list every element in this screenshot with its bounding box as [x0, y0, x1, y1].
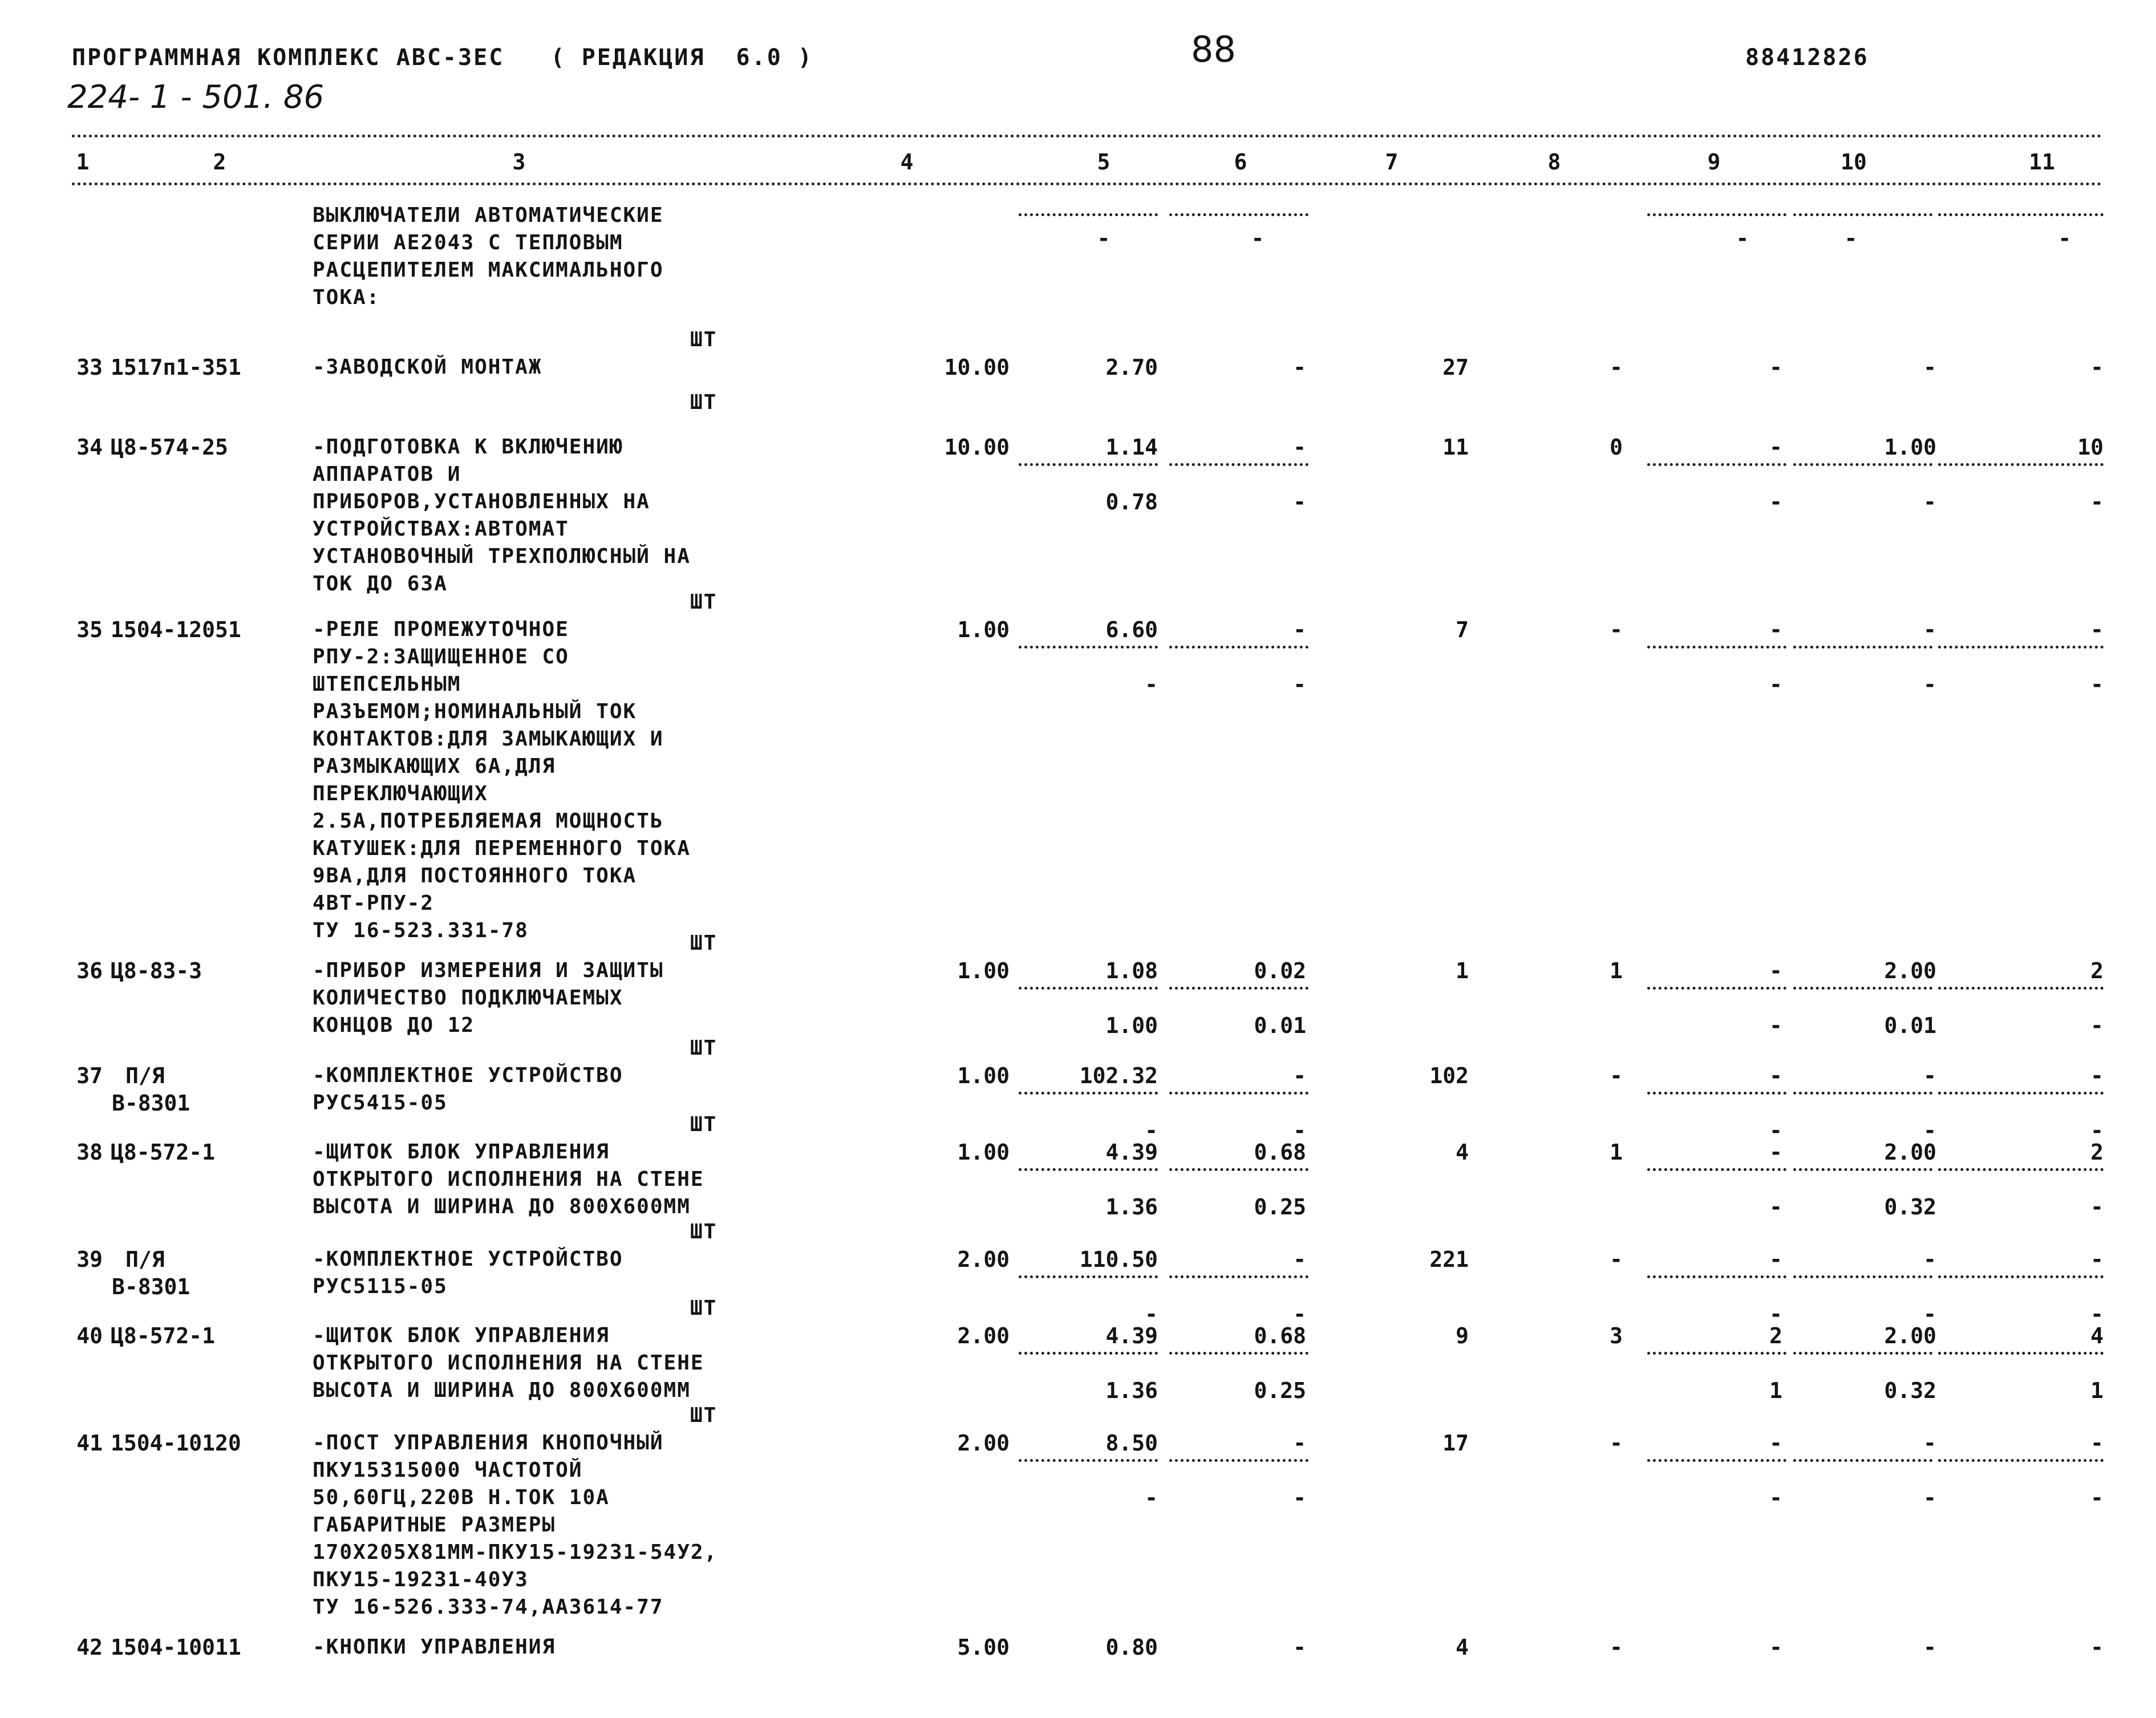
- col8: 1: [1610, 958, 1623, 983]
- col11-top: -: [2090, 1063, 2104, 1088]
- column-number: 1: [76, 149, 90, 175]
- col5-bottom: -: [1145, 1485, 1158, 1510]
- unit-label: ШТ: [690, 1296, 718, 1320]
- unit-label: ШТ: [690, 931, 718, 955]
- col8: -: [1610, 1431, 1623, 1456]
- col9-bottom: -: [1769, 489, 1782, 514]
- col10-top: -: [1923, 1063, 1936, 1088]
- unit-label: ШТ: [690, 1404, 718, 1427]
- description-line: ТУ 16-526.333-74,АА3614-77: [313, 1595, 664, 1619]
- col11-top: -: [2090, 1247, 2104, 1272]
- col9-bottom: -: [1769, 1013, 1782, 1038]
- description-line: РУС5115-05: [313, 1275, 448, 1298]
- resource-code: 1517п1-351: [111, 355, 241, 380]
- row-number: 38: [76, 1140, 103, 1165]
- cell-separator: [1169, 463, 1308, 466]
- col9-top: -: [1769, 355, 1782, 380]
- program-header: ПРОГРАММНАЯ КОМПЛЕКС АВС-ЗЕС ( РЕДАКЦИЯ 6.0 ): [72, 44, 813, 71]
- description-line: -ЩИТОК БЛОК УПРАВЛЕНИЯ: [313, 1140, 610, 1164]
- col9-top: -: [1769, 1635, 1782, 1660]
- col11-top: -: [2090, 1431, 2104, 1456]
- col6-top: -: [1293, 1063, 1306, 1088]
- col6-bottom: -: [1293, 1118, 1306, 1143]
- col9-bottom: 1: [1769, 1378, 1782, 1403]
- cell-separator: [1793, 463, 1932, 466]
- col9-bottom: -: [1769, 1302, 1782, 1327]
- quantity: 1.00: [957, 1063, 1010, 1088]
- col10-bottom: 0.01: [1884, 1013, 1936, 1038]
- description-line: 9ВА,ДЛЯ ПОСТОЯННОГО ТОКА: [313, 864, 637, 888]
- col9-top: -: [1769, 617, 1782, 642]
- row-number: 37: [76, 1063, 103, 1088]
- resource-code: Ц8-83-3: [111, 958, 202, 983]
- cell-separator: [1938, 463, 2104, 466]
- col9-top: 2: [1769, 1323, 1782, 1348]
- unit-label: ШТ: [690, 328, 718, 351]
- cell-separator: [1793, 987, 1932, 990]
- col8: -: [1610, 355, 1623, 380]
- cell-separator: [1938, 646, 2104, 649]
- description-line: ОТКРЫТОГО ИСПОЛНЕНИЯ НА СТЕНЕ: [313, 1351, 704, 1375]
- description-line: -РЕЛЕ ПРОМЕЖУТОЧНОЕ: [313, 618, 569, 641]
- cell-separator: [1169, 1092, 1308, 1095]
- col6-top: -: [1293, 617, 1306, 642]
- description-line: -ПОСТ УПРАВЛЕНИЯ КНОПОЧНЫЙ: [313, 1431, 664, 1454]
- col6-top: 0.02: [1254, 958, 1306, 983]
- cell-separator: [1019, 1352, 1158, 1355]
- cell-separator: [1019, 1275, 1158, 1278]
- description-line: ГАБАРИТНЫЕ РАЗМЕРЫ: [313, 1513, 556, 1537]
- col5-bottom: 1.00: [1105, 1013, 1158, 1038]
- col10-bottom: 0.32: [1884, 1194, 1936, 1219]
- description-line: 170Х205Х81ММ-ПКУ15-19231-54У2,: [313, 1541, 718, 1564]
- col7: 4: [1456, 1635, 1469, 1660]
- col5-bottom: 1.36: [1105, 1194, 1158, 1219]
- description-line: КАТУШЕК:ДЛЯ ПЕРЕМЕННОГО ТОКА: [313, 837, 691, 860]
- col6-bottom: -: [1293, 1302, 1306, 1327]
- cell-separator: [1169, 987, 1308, 990]
- col5-top: 102.32: [1079, 1063, 1158, 1088]
- col11-bottom: -: [2090, 1118, 2104, 1143]
- col6-bottom: 0.25: [1254, 1194, 1306, 1219]
- col11-bottom: 1: [2090, 1378, 2104, 1403]
- col8: -: [1610, 1063, 1623, 1088]
- col5-top: 0.80: [1105, 1635, 1158, 1660]
- document-code: 88412826: [1745, 44, 1869, 71]
- resource-code: Ц8-574-25: [111, 435, 228, 460]
- col9-top: -: [1769, 1063, 1782, 1088]
- col6-top: -: [1293, 1431, 1306, 1456]
- row-number: 36: [76, 958, 103, 983]
- column-number: 7: [1385, 149, 1399, 175]
- description-line: -ПРИБОР ИЗМЕРЕНИЯ И ЗАЩИТЫ: [313, 959, 664, 982]
- column-number: 9: [1707, 149, 1721, 175]
- row-number: 35: [76, 617, 103, 642]
- cell-value: -: [1251, 226, 1265, 251]
- quantity: 1.00: [957, 1140, 1010, 1165]
- description-line: ТУ 16-523.331-78: [313, 919, 529, 942]
- quantity: 5.00: [957, 1635, 1010, 1660]
- col5-top: 4.39: [1105, 1323, 1158, 1348]
- description-line: УСТАНОВОЧНЫЙ ТРЕХПОЛЮСНЫЙ НА: [313, 545, 691, 568]
- col10-bottom: -: [1923, 1302, 1936, 1327]
- quantity: 10.00: [944, 435, 1010, 460]
- description-line: ОТКРЫТОГО ИСПОЛНЕНИЯ НА СТЕНЕ: [313, 1168, 704, 1191]
- col10-bottom: -: [1923, 672, 1936, 697]
- col10-bottom: -: [1923, 489, 1936, 514]
- col7: 102: [1429, 1063, 1469, 1088]
- col5-top: 8.50: [1105, 1431, 1158, 1456]
- cell-value: -: [2058, 226, 2072, 251]
- col10-top: -: [1923, 1635, 1936, 1660]
- col7: 7: [1456, 617, 1469, 642]
- cell-separator: [1169, 1275, 1308, 1278]
- cell-separator: [1647, 463, 1786, 466]
- row-number: 42: [76, 1635, 103, 1660]
- description-line: 4ВТ-РПУ-2: [313, 892, 435, 915]
- col7: 27: [1442, 355, 1469, 380]
- col10-top: -: [1923, 617, 1936, 642]
- col5-bottom: -: [1145, 1118, 1158, 1143]
- col5-bottom: -: [1145, 672, 1158, 697]
- description-line: 2.5А,ПОТРЕБЛЯЕМАЯ МОЩНОСТЬ: [313, 809, 664, 833]
- cell-separator: [1793, 1168, 1932, 1171]
- cell-separator: [1647, 1092, 1786, 1095]
- cell-value: -: [1736, 226, 1749, 251]
- col9-top: -: [1769, 958, 1782, 983]
- row-number: 34: [76, 435, 103, 460]
- cell-separator: [1793, 1352, 1932, 1355]
- description-line: УСТРОЙСТВАХ:АВТОМАТ: [313, 517, 569, 541]
- col8: -: [1610, 1247, 1623, 1272]
- description-line: РАЗМЫКАЮЩИХ 6А,ДЛЯ: [313, 755, 556, 778]
- col6-bottom: -: [1293, 1485, 1306, 1510]
- cell-separator: [1019, 646, 1158, 649]
- description-line: АППАРАТОВ И: [313, 463, 461, 486]
- col5-top: 110.50: [1079, 1247, 1158, 1272]
- resource-code: 1504-10120: [111, 1431, 241, 1456]
- cell-separator: [1938, 1459, 2104, 1462]
- column-number: 3: [512, 149, 526, 175]
- quantity: 10.00: [944, 355, 1010, 380]
- handwritten-code: 224- 1 - 501. 86: [67, 79, 325, 116]
- col10-top: 2.00: [1884, 958, 1936, 983]
- intro-line: ТОКА:: [313, 286, 380, 309]
- col8: 1: [1610, 1140, 1623, 1165]
- col10-top: 1.00: [1884, 435, 1936, 460]
- unit-label: ШТ: [690, 1220, 718, 1243]
- column-number: 6: [1234, 149, 1247, 175]
- description-line: РУС5415-05: [313, 1091, 448, 1115]
- cell-separator: [1938, 1168, 2104, 1171]
- cell-separator: [1938, 987, 2104, 990]
- resource-code: Ц8-572-1: [111, 1323, 216, 1348]
- cell-separator: [1793, 1275, 1932, 1278]
- col5-top: 2.70: [1105, 355, 1158, 380]
- cell-value: -: [1097, 226, 1111, 251]
- description-line: РПУ-2:ЗАЩИЩЕННОЕ СО: [313, 645, 569, 668]
- quantity: 2.00: [957, 1323, 1010, 1348]
- quantity: 2.00: [957, 1247, 1010, 1272]
- description-line: ПКУ15-19231-40У3: [313, 1568, 529, 1591]
- col7: 9: [1456, 1323, 1469, 1348]
- col11-top: 4: [2090, 1323, 2104, 1348]
- cell-separator: [1938, 1092, 2104, 1095]
- description-line: КОЛИЧЕСТВО ПОДКЛЮЧАЕМЫХ: [313, 986, 623, 1010]
- col6-bottom: 0.01: [1254, 1013, 1306, 1038]
- row-number: 41: [76, 1431, 103, 1456]
- description-line: -ПОДГОТОВКА К ВКЛЮЧЕНИЮ: [313, 435, 623, 459]
- col8: -: [1610, 1635, 1623, 1660]
- unit-label: ШТ: [690, 391, 718, 414]
- cell-separator: [1938, 1352, 2104, 1355]
- cell-separator: [1019, 1168, 1158, 1171]
- col11-top: 10: [2077, 435, 2104, 460]
- col9-bottom: -: [1769, 1118, 1782, 1143]
- description-line: -КНОПКИ УПРАВЛЕНИЯ: [313, 1635, 556, 1659]
- col6-top: 0.68: [1254, 1140, 1306, 1165]
- col10-bottom: -: [1923, 1485, 1936, 1510]
- intro-line: СЕРИИ АЕ2043 С ТЕПЛОВЫМ: [313, 231, 623, 254]
- row-number: 40: [76, 1323, 103, 1348]
- resource-code: 1504-10011: [111, 1635, 241, 1660]
- page-number: 88: [1191, 29, 1236, 70]
- col11-bottom: -: [2090, 1194, 2104, 1219]
- quantity: 1.00: [957, 617, 1010, 642]
- column-number: 4: [900, 149, 914, 175]
- cell-separator: [1647, 1352, 1786, 1355]
- resource-code: В-8301: [112, 1091, 191, 1116]
- resource-code: В-8301: [112, 1274, 191, 1299]
- col11-top: -: [2090, 1635, 2104, 1660]
- col5-bottom: 1.36: [1105, 1378, 1158, 1403]
- resource-code: 1504-12051: [111, 617, 241, 642]
- col5-top: 4.39: [1105, 1140, 1158, 1165]
- col11-top: 2: [2090, 1140, 2104, 1165]
- description-line: ВЫСОТА И ШИРИНА ДО 800Х600ММ: [313, 1195, 691, 1218]
- description-line: ВЫСОТА И ШИРИНА ДО 800Х600ММ: [313, 1379, 691, 1402]
- col9-top: -: [1769, 1247, 1782, 1272]
- column-number: 11: [2029, 149, 2055, 175]
- col10-bottom: 0.32: [1884, 1378, 1936, 1403]
- col9-bottom: -: [1769, 1194, 1782, 1219]
- col6-bottom: -: [1293, 489, 1306, 514]
- col10-top: -: [1923, 1431, 1936, 1456]
- cell-separator: [1169, 1352, 1308, 1355]
- description-line: ПРИБОРОВ,УСТАНОВЛЕННЫХ НА: [313, 490, 650, 513]
- cell-separator: [1169, 1168, 1308, 1171]
- col5-bottom: 0.78: [1105, 489, 1158, 514]
- col6-top: -: [1293, 355, 1306, 380]
- description-line: ШТЕПСЕЛЬНЫМ: [313, 672, 461, 696]
- col7: 1: [1456, 958, 1469, 983]
- col10-top: 2.00: [1884, 1323, 1936, 1348]
- cell-separator: [1169, 1459, 1308, 1462]
- col7: 4: [1456, 1140, 1469, 1165]
- col7: 11: [1442, 435, 1469, 460]
- col5-bottom: -: [1145, 1302, 1158, 1327]
- col11-bottom: -: [2090, 1013, 2104, 1038]
- cell-separator: [1793, 646, 1932, 649]
- col11-bottom: -: [2090, 1302, 2104, 1327]
- cell-separator: [1938, 1275, 2104, 1278]
- col6-top: 0.68: [1254, 1323, 1306, 1348]
- description-line: ПЕРЕКЛЮЧАЮЩИХ: [313, 782, 488, 805]
- col9-bottom: -: [1769, 1485, 1782, 1510]
- unit-label: ШТ: [690, 590, 718, 614]
- col9-bottom: -: [1769, 672, 1782, 697]
- col11-top: -: [2090, 617, 2104, 642]
- col8: 0: [1610, 435, 1623, 460]
- col10-bottom: -: [1923, 1118, 1936, 1143]
- description-line: -ЩИТОК БЛОК УПРАВЛЕНИЯ: [313, 1324, 610, 1347]
- description-line: ТОК ДО 63А: [313, 572, 448, 595]
- col5-top: 1.08: [1105, 958, 1158, 983]
- cell-separator: [1647, 987, 1786, 990]
- description-line: ПКУ15315000 ЧАСТОТОЙ: [313, 1458, 583, 1482]
- col10-top: -: [1923, 1247, 1936, 1272]
- column-number: 2: [213, 149, 226, 175]
- col10-top: -: [1923, 355, 1936, 380]
- description-line: РАЗЪЕМОМ;НОМИНАЛЬНЫЙ ТОК: [313, 700, 637, 723]
- col7: 221: [1429, 1247, 1469, 1272]
- column-number: 5: [1097, 149, 1111, 175]
- cell-separator: [1647, 1275, 1786, 1278]
- col9-top: -: [1769, 435, 1782, 460]
- resource-code: Ц8-572-1: [111, 1140, 216, 1165]
- row-number: 39: [76, 1247, 103, 1272]
- description-line: -КОМПЛЕКТНОЕ УСТРОЙСТВО: [313, 1064, 623, 1087]
- cell-separator: [1647, 1168, 1786, 1171]
- cell-separator: [1647, 646, 1786, 649]
- column-number: 8: [1547, 149, 1561, 175]
- cell-separator: [1019, 987, 1158, 990]
- cell-separator: [1793, 1092, 1932, 1095]
- col10-top: 2.00: [1884, 1140, 1936, 1165]
- quantity: 2.00: [957, 1431, 1010, 1456]
- col6-bottom: -: [1293, 672, 1306, 697]
- col11-top: -: [2090, 355, 2104, 380]
- unit-label: ШТ: [690, 1113, 718, 1136]
- description-line: -ЗАВОДСКОЙ МОНТАЖ: [313, 355, 542, 379]
- intro-line: РАСЦЕПИТЕЛЕМ МАКСИМАЛЬНОГО: [313, 258, 664, 282]
- row-number: 33: [76, 355, 103, 380]
- col6-top: -: [1293, 1635, 1306, 1660]
- col11-bottom: -: [2090, 672, 2104, 697]
- col6-bottom: 0.25: [1254, 1378, 1306, 1403]
- col8: -: [1610, 617, 1623, 642]
- col7: 17: [1442, 1431, 1469, 1456]
- col11-top: 2: [2090, 958, 2104, 983]
- description-line: 50,60ГЦ,220В Н.ТОК 10А: [313, 1486, 610, 1509]
- col5-top: 6.60: [1105, 617, 1158, 642]
- col8: 3: [1610, 1323, 1623, 1348]
- resource-code: П/Я: [125, 1063, 165, 1088]
- col6-top: -: [1293, 435, 1306, 460]
- col6-top: -: [1293, 1247, 1306, 1272]
- intro-line: ВЫКЛЮЧАТЕЛИ АВТОМАТИЧЕСКИЕ: [313, 204, 664, 227]
- column-number: 10: [1841, 149, 1867, 175]
- description-line: КОНТАКТОВ:ДЛЯ ЗАМЫКАЮЩИХ И: [313, 727, 664, 751]
- col11-bottom: -: [2090, 1485, 2104, 1510]
- description-line: -КОМПЛЕКТНОЕ УСТРОЙСТВО: [313, 1247, 623, 1271]
- cell-separator: [1019, 1092, 1158, 1095]
- description-line: КОНЦОВ ДО 12: [313, 1014, 475, 1037]
- col9-top: -: [1769, 1431, 1782, 1456]
- col11-bottom: -: [2090, 489, 2104, 514]
- cell-separator: [1019, 1459, 1158, 1462]
- resource-code: П/Я: [125, 1247, 165, 1272]
- unit-label: ШТ: [690, 1036, 718, 1060]
- cell-separator: [1169, 646, 1308, 649]
- cell-separator: [1647, 1459, 1786, 1462]
- quantity: 1.00: [957, 958, 1010, 983]
- col5-top: 1.14: [1105, 435, 1158, 460]
- cell-value: -: [1844, 226, 1858, 251]
- cell-separator: [1793, 1459, 1932, 1462]
- col9-top: -: [1769, 1140, 1782, 1165]
- cell-separator: [1019, 463, 1158, 466]
